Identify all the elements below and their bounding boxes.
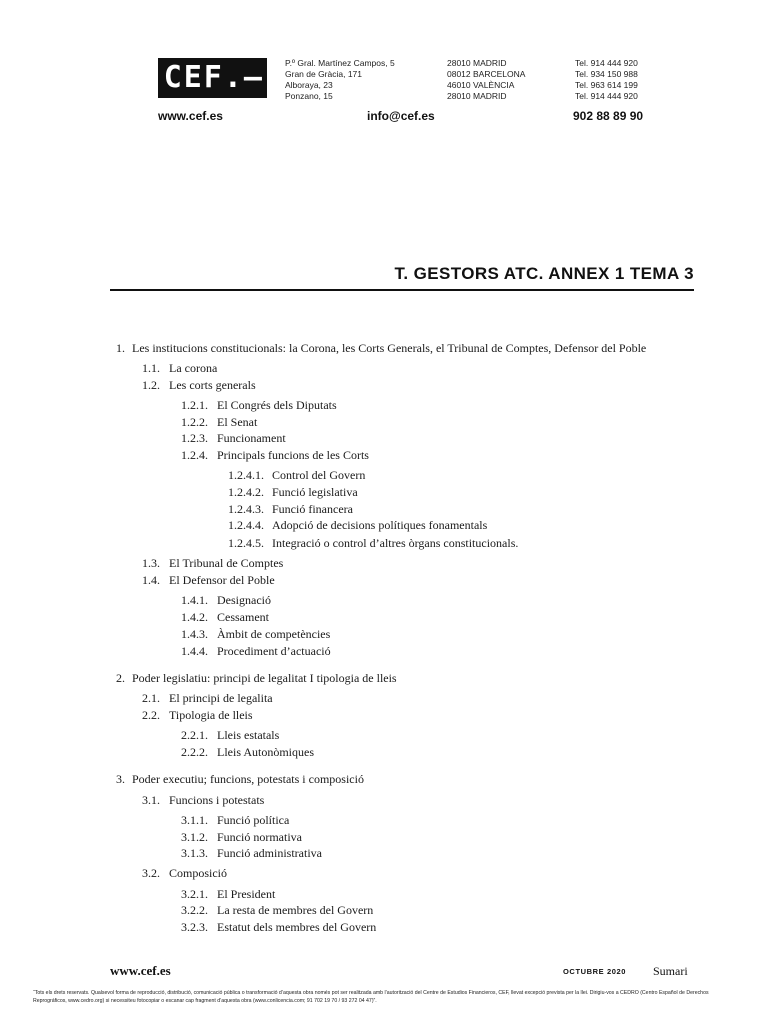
toc-number: 3.2.2. [181, 903, 208, 917]
toc-item [181, 397, 337, 413]
toc-item [228, 535, 518, 551]
address-street: P.º Gral. Martínez Campos, 5 [285, 58, 395, 68]
toc-item [142, 792, 264, 808]
toc-item [181, 919, 376, 935]
toc-number: 2.1. [142, 691, 160, 705]
toc-text: Cessament [217, 610, 269, 624]
legal-notice: “Tots els drets reservats. Qualsevol forma de reproducció, distribució, comunicació pública o transformació d’aquesta obra només pot ser realitzada amb l’autorització del Centre de Estudios Financieros, CEF, llevat excepció prevista per la llei. Dirigiu-vos a CEDRO (Centro Español de Derechos Reprográficos, www.cedro.org) si necessiteu fotocopiar o escanar cap fragment d’aquesta obra (www.conlicencia.com; 91 702 19 70 / 93 272 04 47)”. [33, 990, 709, 1004]
toc-text: El Congrés dels Diputats [217, 398, 337, 412]
toc-text: Poder executiu; funcions, potestats i composició [132, 772, 364, 786]
toc-number: 1.2. [142, 378, 160, 392]
toc-number: 3.1.3. [181, 846, 208, 860]
address-phone: Tel. 934 150 988 [575, 69, 638, 79]
header-website-link[interactable]: www.cef.es [158, 109, 223, 123]
toc-number: 1.4. [142, 573, 160, 587]
address-city: 28010 MADRID [447, 91, 507, 101]
footer-website-link[interactable]: www.cef.es [110, 963, 171, 978]
toc-number: 2. [116, 671, 125, 685]
toc-item [181, 626, 330, 642]
toc-item [228, 517, 487, 533]
toc-number: 1.2.4.2. [228, 485, 264, 499]
toc-text: Les corts generals [169, 378, 256, 392]
toc-number: 1.2.2. [181, 415, 208, 429]
toc-text: El Tribunal de Comptes [169, 556, 284, 570]
address-street: Alboraya, 23 [285, 80, 333, 90]
toc-number: 1.4.2. [181, 610, 208, 624]
toc-number: 1.2.4.3. [228, 502, 264, 516]
address-city: 46010 VALÈNCIA [447, 80, 515, 90]
toc-item [116, 670, 397, 686]
toc-text: Àmbit de competències [217, 627, 331, 641]
toc-number: 3.1.1. [181, 813, 208, 827]
toc-number: 1.4.3. [181, 627, 208, 641]
toc-number: 3.1. [142, 793, 160, 807]
address-street: Ponzano, 15 [285, 91, 333, 101]
toc-number: 3.2.1. [181, 887, 208, 901]
toc-item [142, 690, 273, 706]
footer-date: OCTUBRE 2020 [563, 967, 627, 976]
toc-text: Funció política [217, 813, 290, 827]
toc-text: Adopció de decisions polítiques fonamentals [272, 518, 488, 532]
toc-text: Funcionament [217, 431, 286, 445]
toc-text: Designació [217, 593, 271, 607]
toc-number: 3. [116, 772, 125, 786]
toc-number: 1.2.1. [181, 398, 208, 412]
toc-number: 1. [116, 341, 125, 355]
toc-text: Funció normativa [217, 830, 302, 844]
toc-item [181, 592, 271, 608]
toc-item [228, 501, 353, 517]
toc-text: Principals funcions de les Corts [217, 448, 369, 462]
toc-text: Integració o control d’altres òrgans constitucionals. [272, 536, 519, 550]
toc-number: 2.2. [142, 708, 160, 722]
address-city: 08012 BARCELONA [447, 69, 526, 79]
toc-text: El Senat [217, 415, 258, 429]
toc-item [116, 771, 364, 787]
toc-item [228, 484, 358, 500]
toc-number: 1.4.1. [181, 593, 208, 607]
toc-text: Lleis Autonòmiques [217, 745, 314, 759]
toc-number: 3.2.3. [181, 920, 208, 934]
toc-text: El principi de legalita [169, 691, 273, 705]
toc-item [142, 865, 227, 881]
toc-item [181, 886, 275, 902]
address-phone: Tel. 963 614 199 [575, 80, 638, 90]
toc-item [181, 727, 279, 743]
toc-text: Composició [169, 866, 228, 880]
toc-item [181, 744, 314, 760]
toc-text: El President [217, 887, 276, 901]
toc-number: 1.2.4.4. [228, 518, 264, 532]
toc-item [142, 707, 253, 723]
toc-text: Estatut dels membres del Govern [217, 920, 377, 934]
toc-number: 1.1. [142, 361, 160, 375]
footer-section-label: Sumari [653, 964, 688, 978]
header-phone: 902 88 89 90 [573, 109, 644, 123]
toc-text: Funció legislativa [272, 485, 358, 499]
toc-item [228, 467, 365, 483]
toc-number: 1.2.4.5. [228, 536, 264, 550]
address-street: Gran de Gràcia, 171 [285, 69, 363, 79]
toc-item [142, 360, 217, 376]
toc-text: Les institucions constitucionals: la Corona, les Corts Generals, el Tribunal de Comptes, Defensor del Poble [132, 341, 647, 355]
toc-number: 1.2.3. [181, 431, 208, 445]
toc-number: 1.2.4.1. [228, 468, 264, 482]
toc-text: Funció administrativa [217, 846, 322, 860]
cef-logo: CEF.– [158, 58, 267, 98]
toc-item [181, 447, 369, 463]
toc-item [142, 572, 275, 588]
toc-text: El Defensor del Poble [169, 573, 275, 587]
toc-text: Funcions i potestats [169, 793, 265, 807]
toc-number: 2.2.1. [181, 728, 208, 742]
toc-item [181, 845, 322, 861]
toc-number: 3.1.2. [181, 830, 208, 844]
address-city: 28010 MADRID [447, 58, 507, 68]
toc-item [181, 414, 257, 430]
toc-item [142, 555, 283, 571]
toc-number: 3.2. [142, 866, 160, 880]
toc-item [181, 829, 302, 845]
toc-number: 1.4.4. [181, 644, 208, 658]
toc-item [181, 902, 373, 918]
toc-text: Poder legislatiu: principi de legalitat I tipologia de lleis [132, 671, 397, 685]
toc-number: 1.2.4. [181, 448, 208, 462]
toc-number: 1.3. [142, 556, 160, 570]
toc-text: Tipologia de lleis [169, 708, 253, 722]
toc-number: 2.2.2. [181, 745, 208, 759]
toc-text: La resta de membres del Govern [217, 903, 374, 917]
toc-item [181, 812, 289, 828]
toc-item [181, 430, 286, 446]
header-email-link[interactable]: info@cef.es [367, 109, 435, 123]
toc-text: Funció financera [272, 502, 353, 516]
toc-item [142, 377, 256, 393]
toc-item [181, 643, 331, 659]
toc-text: Procediment d’actuació [217, 644, 331, 658]
toc-item [181, 609, 269, 625]
toc-item [116, 340, 646, 356]
toc-text: Control del Govern [272, 468, 366, 482]
address-phone: Tel. 914 444 920 [575, 58, 638, 68]
address-phone: Tel. 914 444 920 [575, 91, 638, 101]
document-title: T. GESTORS ATC. ANNEX 1 TEMA 3 [394, 264, 694, 283]
toc-text: La corona [169, 361, 218, 375]
toc-text: Lleis estatals [217, 728, 280, 742]
